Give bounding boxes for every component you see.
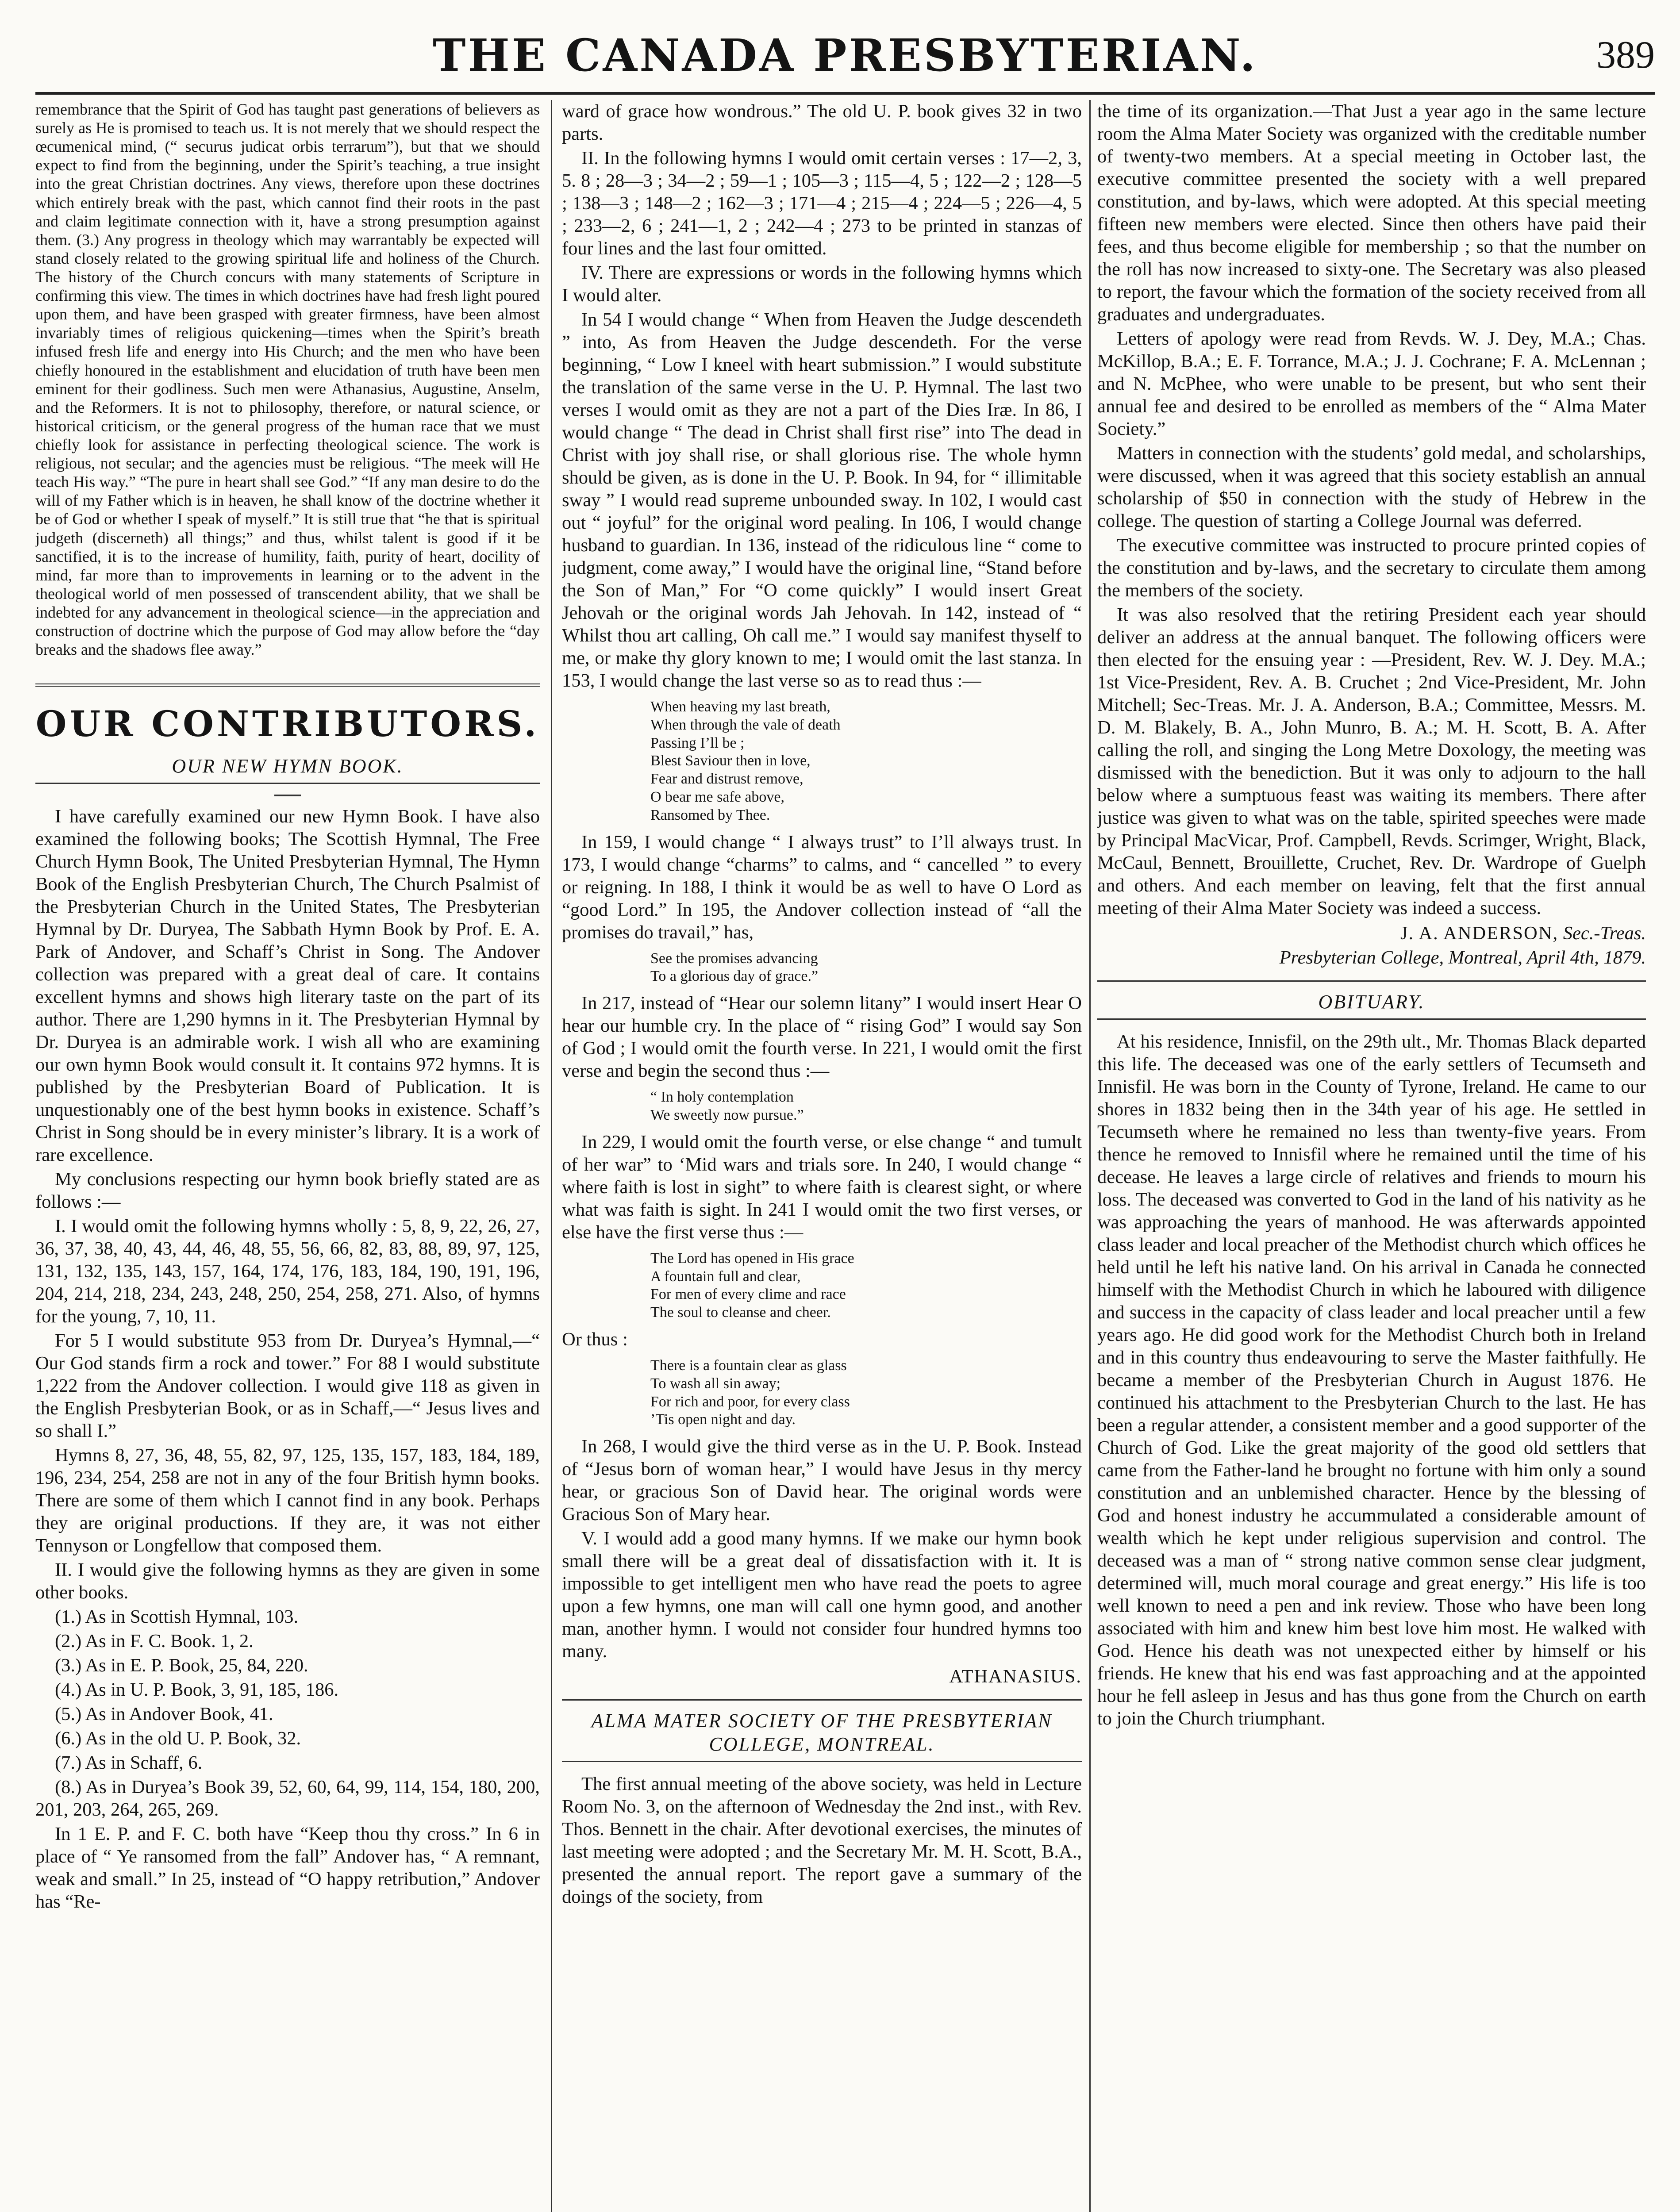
list-item: (5.) As in Andover Book, 41.: [55, 1704, 273, 1725]
column-right: [1097, 100, 1646, 2212]
verse-line: For men of every clime and race: [650, 1286, 846, 1303]
masthead: [35, 26, 1655, 95]
verse-line: The Lord has opened in His grace: [650, 1250, 854, 1267]
column-middle: [562, 100, 1082, 2212]
list-item: (1.) As in Scottish Hymnal, 103.: [55, 1606, 299, 1628]
signature-name: J. A. ANDERSON,: [1400, 923, 1559, 944]
paragraph: Hymns 8, 27, 36, 48, 55, 82, 97, 125, 135, 157, 183, 184, 189, 196, 234, 254, 258 are not in any of the four British hymn books. There are some of them which I cannot find in any book. Perhaps they are original productions. If they are, it was not either Tennyson or Longfellow that composed them.: [35, 1445, 540, 1556]
paragraph: For 5 I would substitute 953 from Dr. Duryea’s Hymnal,—“ Our God stands firm a rock and tower.” For 88 I would substitute 1,222 from the Andover collection. I would give 118 as given in the English Presbyterian Book, or as in Schaff,—“ Jesus lives and so shall I.”: [35, 1330, 540, 1442]
column-left: [35, 100, 540, 2212]
paragraph: I. I would omit the following hymns wholly : 5, 8, 9, 22, 26, 27, 36, 37, 38, 40, 43, 44, 46, 48, 55, 56, 66, 82, 83, 88, 89, 97, 125, 131, 132, 135, 143, 157, 164, 174, 176, 183, 184, 190, 191, 196, 204, 214, 218, 234, 243, 248, 250, 254, 258, 271. Also, of hymns for the young, 7, 10, 11.: [35, 1216, 540, 1327]
paragraph: II. In the following hymns I would omit certain verses : 17—2, 3, 5. 8 ; 28—3 ; 34—2 ; 59—1 ; 105—3 ; 115—4, 5 ; 122—2 ; 128—5 ; 138—3 ; 148—2 ; 162—3 ; 171—4 ; 215—4 ; 224—5 ; 226—4, 5 ; 233—2, 6 ; 241—1, 2 ; 242—4 ; 273 to be printed in stanzas of four lines and the last four omitted.: [562, 148, 1082, 259]
list-item: (4.) As in U. P. Book, 3, 91, 185, 186.: [55, 1679, 339, 1701]
dateline: Presbyterian College, Montreal, April 4th, 1879.: [1279, 947, 1646, 968]
author-signature: [1097, 922, 1646, 945]
paragraph: V. I would add a good many hymns. If we make our hymn book small there will be a great deal of dissatisfaction with it. It is impossible to get intelligent men who have read the poets to agree upon a few hymns, one man will call one hymn good, and another man, another hymn. I would not consider four hundred hymns too many.: [562, 1528, 1082, 1662]
hymn-verse: [650, 1357, 1082, 1429]
paragraph: the time of its organization.—That Just a year ago in the same lecture room the Alma Mater Society was organized with the creditable number of twenty-two members. At a special meeting in October last, the executive committee presented the society with a well prepared constitution, and by-laws, which were adopted. At this special meeting fifteen new members were elected. Since then others have paid their fees, and thus become eligible for membership ; so that the number on the roll has now increased to sixty-one. The Secretary was also pleased to report, the favour which the formation of the society received from all graduates and undergraduates.: [1097, 101, 1646, 325]
verse-line: The soul to cleanse and cheer.: [650, 1304, 831, 1321]
verse-line: When heaving my last breath,: [650, 699, 830, 715]
verse-line: For rich and poor, for every class: [650, 1393, 850, 1410]
verse-line: To wash all sin away;: [650, 1375, 781, 1392]
author-signature: [562, 1665, 1082, 1688]
paragraph: In 159, I would change “ I always trust” to I’ll always trust. In 173, I would change “charms” to calms, and “ cancelled ” to every or reigning. In 188, I think it would be as well to have O Lord as “good Lord.” In 195, the Andover collection instead of “all the promises do travail,” has,: [562, 831, 1082, 943]
verse-line: There is a fountain clear as glass: [650, 1357, 847, 1374]
verse-line: To a glorious day of grace.”: [650, 968, 819, 985]
article-title: OUR NEW HYMN BOOK.: [35, 755, 540, 784]
page-number: 389: [1596, 34, 1655, 77]
paragraph: In 229, I would omit the fourth verse, or else change “ and tumult of her war” to ‘Mid wars and trials sore. In 240, I would change “ where faith is lost in sight” to where faith is clearest sight, or where what was faith is sight. In 241 I would omit the two first verses, or else have the first verse thus :—: [562, 1131, 1082, 1243]
verse-line: Ransomed by Thee.: [650, 806, 770, 823]
verse-line: When through the vale of death: [650, 716, 841, 733]
hymn-verse: [650, 1250, 1082, 1322]
paragraph: The first annual meeting of the above society, was held in Lecture Room No. 3, on the afternoon of Wednesday the 2nd inst., with Rev. Thos. Bennett in the chair. After devotional exercises, the minutes of last meeting were adopted ; and the Secretary Mr. M. H. Scott, B.A., presented the annual report. The report gave a summary of the doings of the society, from: [562, 1773, 1082, 1907]
article-continuation: remembrance that the Spirit of God has taught past generations of believers as surely as He is promised to teach us. It is not merely that we should respect the œcumenical mind, (“ securus judicat orbis terrarum”), but that we should expect to find from the beginning, under the Spirit’s teaching, a true insight into the great Christian doctrines. Any views, therefore upon these doctrines which entirely break with the past, which cannot find their roots in the past and claim legitimate connection with it, have a strong presumption against them. (3.) Any progress in theology which may warrantably be expected will stand closely related to the growing spiritual life and holiness of the Church. The history of the Church concurs with many statements of Scripture in confirming this view. The times in which doctrines have had fresh light poured upon them, and have been grasped with greater firmness, have been almost invariably times of religious quickening—times when the Spirit’s breath infused fresh life and energy into His Church; and the men who have been chiefly honoured in the establishment and elucidation of truth have been men eminent for their godliness. Such men were Athanasius, Augustine, Anselm, and the Reformers. It is not to philosophy, therefore, or natural science, or historical criticism, or the general progress of the human race that we must chiefly look for assistance in perfecting theological science. The work is religious, not secular; and the agencies must be religious. “The meek will He teach His way.” “The pure in heart shall see God.” “If any man desire to do the will of my Father which is in heaven, he shall know of the doctrine whether it be of God or whether I speak of myself.” It is still true that “he that is spiritual judgeth (discerneth) all things;” and thus, whilst talent is good if it be sanctified, it is to the increase of humility, faith, purity of heart, docility of mind, far more than to improvements in learning or to the advent in the theological world of men possessed of transcendent ability, that we shall be indebted for any advancement in theological science—in the appreciation and construction of doctrine which the purpose of God may allow before the “day breaks and the shadows flee away.”: [35, 100, 540, 659]
paragraph: In 217, instead of “Hear our solemn litany” I would insert Hear O hear our humble cry. In the place of “ rising God” I would say Son of God ; I would omit the fourth verse. In 221, I would omit the first verse and begin the second thus :—: [562, 993, 1082, 1082]
paragraph: The executive committee was instructed to procure printed copies of the constitution and by-laws, and the secretary to circulate them among the members of the society.: [1097, 535, 1646, 601]
newspaper-title: THE CANADA PRESBYTERIAN.: [432, 29, 1258, 81]
hymn-verse: [650, 950, 1082, 986]
paragraph: II. I would give the following hymns as they are given in some other books.: [35, 1559, 540, 1603]
verse-line: See the promises advancing: [650, 950, 818, 967]
paragraph: It was also resolved that the retiring President each year should deliver an address at the annual banquet. The following officers were then elected for the ensuing year : —President, Rev. W. J. Dey. M.A.; 1st Vice-President, Rev. A. B. Cruchet ; 2nd Vice-President, Mr. John Mitchell; Sec-Treas. Mr. J. A. Anderson, B.A.; Committee, Messrs. M. D. M. Blakely, B. A., John Munro, B. A.; M. H. Scott, B. A. After calling the roll, and singing the Long Metre Doxology, the meeting was dismissed with the benediction. But it was only to adjourn to the hall below where a sumptuous feast was waiting its members. There after justice was given to what was on the table, spirited speeches were made by Principal MacVicar, Prof. Campbell, Revds. Scrimger, Wright, Black, McCaul, Bennett, Brouillette, Cruchet, Rev. Dr. Wardrope of Guelph and others. And each member on leaving, felt that the first annual meeting of their Alma Mater Society was indeed a success.: [1097, 604, 1646, 918]
hymn-verse: [650, 698, 1082, 825]
section-heading-text: OUR CONTRIBUTORS.: [35, 703, 540, 745]
column-divider: [1089, 100, 1091, 2212]
article-title: ALMA MATER SOCIETY OF THE PRESBYTERIAN COLLEGE, MONTREAL.: [562, 1699, 1082, 1762]
verse-line: O bear me safe above,: [650, 788, 785, 805]
title-rule: [274, 795, 301, 796]
column-divider: [551, 100, 552, 2212]
verse-line: Blest Saviour then in love,: [650, 753, 811, 769]
paragraph: Letters of apology were read from Revds. W. J. Dey, M.A.; Chas. McKillop, B.A.; E. F. Torrance, M.A.; J. J. Cochrane; F. A. McLennan ; and N. McPhee, who were unable to be present, but who sent their annual fee and desired to be enrolled as members of the “ Alma Mater Society.”: [1097, 328, 1646, 439]
paragraph: Matters in connection with the students’ gold medal, and scholarships, were discussed, when it was agreed that this society establish an annual scholarship of $50 in connection with the study of Hebrew in the college. The question of starting a College Journal was deferred.: [1097, 443, 1646, 531]
verse-line: A fountain full and clear,: [650, 1268, 801, 1285]
or-thus-label: Or thus :: [562, 1329, 628, 1350]
verse-line: We sweetly now pursue.”: [650, 1106, 804, 1123]
paragraph: In 268, I would give the third verse as in the U. P. Book. Instead of “Jesus born of woman hear,” I would have Jesus in thy mercy hear, or gracious Son of David hear. The original words were Gracious Son of Mary hear.: [562, 1436, 1082, 1525]
verse-line: ’Tis open night and day.: [650, 1411, 796, 1428]
paragraph: In 54 I would change “ When from Heaven the Judge descendeth ” into, As from Heaven the Judge descendeth. For the verse beginning, “ Low I kneel with heart submission.” I would substitute the translation of the same verse in the U. P. Hymnal. The last two verses I would omit as they are not a part of the Dies Iræ. In 86, I would change “ The dead in Christ shall first rise” into The dead in Christ with joy shall rise, or shall glorious rise. The whole hymn should be given, as is done in the U. P. Book. In 94, for “ illimitable sway ” I would read supreme unbounded sway. In 102, I would cast out “ joyful” for the original word pealing. In 106, I would change husband to guardian. In 136, instead of the ridiculous line “ come to judgment, come away,” I would have the original line, “Stand before the Son of Man,” For “O come quickly” I would insert Great Jehovah or the original words Jah Jehovah. In 142, instead of “ Whilst thou art calling, Oh call me.” I would say manifest thyself to me, or make thy glory known to me; I would omit the last stanza. In 153, I would change the last verse so as to read thus :—: [562, 309, 1082, 691]
list-item: (6.) As in the old U. P. Book, 32.: [55, 1728, 301, 1749]
paragraph: IV. There are expressions or words in the following hymns which I would alter.: [562, 262, 1082, 306]
verse-line: Fear and distrust remove,: [650, 771, 803, 787]
signature-name: ATHANASIUS.: [949, 1666, 1082, 1687]
list-item: (7.) As in Schaff, 6.: [55, 1752, 203, 1774]
paragraph: At his residence, Innisfil, on the 29th ult., Mr. Thomas Black departed this life. The deceased was one of the early settlers of Tecumseth and Innisfil. He was born in the County of Tyrone, Ireland. He came to our shores in 1832 being then in the 34th year of his age. He settled in Tecumseth where he remained no less than twenty-five years. From thence he removed to Innisfil where he remained until the time of his decease. He leaves a large circle of relatives and friends to mourn his loss. The deceased was converted to God in the land of his nativity as he was approaching the years of manhood. He was afterwards appointed class leader and local preacher of the Methodist church which offices he held until he left his native land. On his arrival in Canada he connected himself with the Methodist Church in which he laboured with diligence and success in the capacity of class leader and local preacher until a few years ago. He did good work for the Methodist Church both in Ireland and in this country thus endeavouring to serve the Master faithfully. He became a member of the Presbyterian Church in August 1876. He continued his attachment to the Presbyterian Church to the last. He has been a regular attender, a consistent member and a good supporter of the Church of God. Like the great majority of the good old settlers that came from the Father-land he brought no fortune with him only a sound constitution and an unblemished character. Hence by the blessing of God and honest industry he accummulated a considerable amount of wealth which he kept under religious supervision and control. The deceased was a man of “ strong native common sense clear judgment, determined will, much moral courage and great energy.” His life is too well known to need a pen and ink review. Those who have been long associated with him and knew him best love him most. He walked with God. Hence his death was not unexpected either by himself or his friends. He knew that his end was fast approaching and at the appointed hour he fell asleep in Jesus and has thus gone from the Church on earth to join the Church triumphant.: [1097, 1031, 1646, 1729]
paragraph: I have carefully examined our new Hymn Book. I have also examined the following books; The Scottish Hymnal, The Free Church Hymn Book, The United Presbyterian Hymnal, The Hymn Book of the English Presbyterian Church, The Church Psalmist of the Presbyterian Church in the United States, The Presbyterian Hymnal by Dr. Duryea, The Sabbath Hymn Book by Prof. E. A. Park of Andover, and Schaff’s Christ in Song. The Andover collection was prepared with a great deal of care. It contains excellent hymns and shows high literary taste on the part of its author. There are 1,290 hymns in it. The Presbyterian Hymnal by Dr. Duryea is an admirable work. I wish all who are examining our own hymn Book would consult it. It contains 972 hymns. It is published by the Presbyterian Board of Publication. It is unquestionably one of the best hymn books in existence. Schaff’s Christ in Song should be in every minister’s library. It is a work of rare excellence.: [35, 806, 540, 1166]
signature-title: Sec.-Treas.: [1563, 923, 1646, 944]
list-item: (2.) As in F. C. Book. 1, 2.: [55, 1631, 254, 1652]
verse-line: “ In holy contemplation: [650, 1089, 794, 1106]
hymn-verse: [650, 1088, 1082, 1125]
list-item: (3.) As in E. P. Book, 25, 84, 220.: [55, 1655, 308, 1676]
verse-line: Passing I’ll be ;: [650, 734, 745, 751]
list-item: (8.) As in Duryea’s Book 39, 52, 60, 64, 99, 114, 154, 180, 200, 201, 203, 264, 265, 269.: [35, 1777, 540, 1820]
paragraph: My conclusions respecting our hymn book briefly stated are as follows :—: [35, 1169, 540, 1213]
section-heading: [35, 684, 540, 745]
paragraph: ward of grace how wondrous.” The old U. P. book gives 32 in two parts.: [562, 101, 1082, 144]
article-title: OBITUARY.: [1097, 980, 1646, 1020]
paragraph: In 1 E. P. and F. C. both have “Keep thou thy cross.” In 6 in place of “ Ye ransomed from the fall” Andover has, “ A remnant, weak and small.” In 25, instead of “O happy retribution,” Andover has “Re-: [35, 1824, 540, 1912]
